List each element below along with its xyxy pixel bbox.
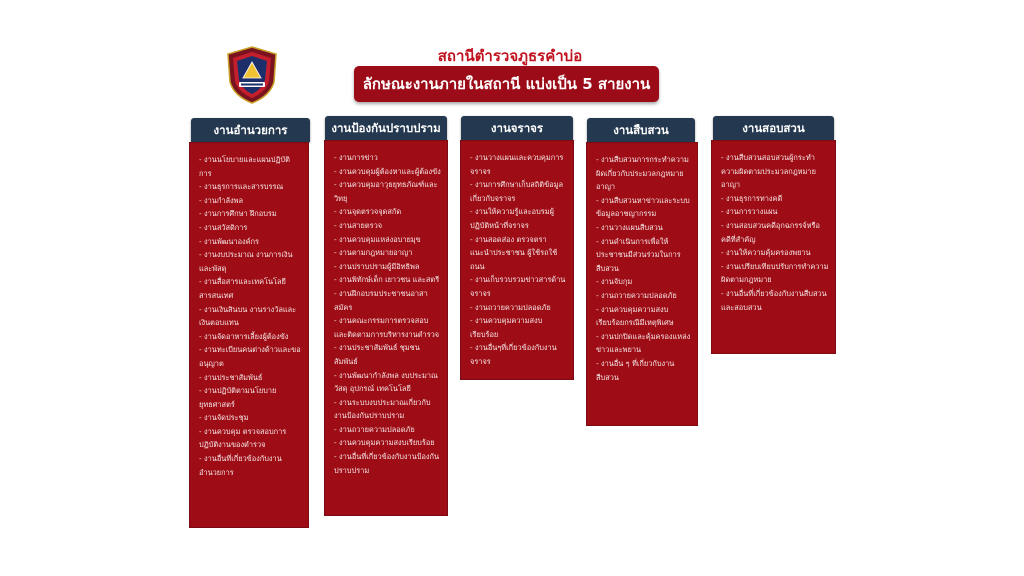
list-item: - งานการข่าว [334, 153, 378, 162]
main-banner: ลักษณะงานภายในสถานี แบ่งเป็น 5 สายงาน [354, 66, 659, 102]
list-item: - งานอื่นที่เกี่ยวข้องกับงานสืบสวนและสอบสวน [721, 288, 827, 312]
list-item: - งานจุดตรวจจุดสกัด [334, 207, 402, 217]
column-box-traffic [460, 140, 574, 380]
list-item: - งานสวัสดิการ [199, 222, 248, 232]
list-item: - งานปฏิบัติตามนโยบายยุทธศาสตร์ [199, 386, 277, 409]
list-item: - งานถวายความปลอดภัย [596, 290, 677, 300]
list-item: - งานตามกฎหมายอาญา [334, 248, 413, 258]
list-item: - งานพิทักษ์เด็ก เยาวชน และสตรี [334, 275, 440, 285]
list-item: - งานเงินสินบน งานรางวัลและเงินตอบแทน [199, 304, 297, 328]
list-item: - งานควบคุม ตรวจสอบการปฏิบัติงานของตำรวจ [199, 426, 287, 450]
list-item: - งานอื่นที่เกี่ยวข้องกับงานป้องกันปราบปราม [334, 452, 440, 475]
list-item: - งานควบคุมอาวุธยุทธภัณฑ์และวิทยุ [334, 180, 438, 203]
list-item: - งานวางแผนและควบคุมการจราจร [470, 153, 564, 176]
list-item: - งานดำเนินการเพื่อให้ประชาชนมีส่วนร่วมในการสืบสวน [596, 236, 681, 273]
list-item: - งานควบคุมความสงบเรียบร้อยกรณีมีเหตุพิเศษ [596, 304, 674, 328]
column-header-crime-prevention: งานป้องกันปราบปราม [325, 116, 447, 140]
list-item: - งานธุรการทางคดี [721, 193, 783, 203]
list-item: - งานอื่นที่เกี่ยวข้องกับงานอำนวยการ [199, 454, 282, 477]
station-title: สถานีตำรวจภูธรคำบ่อ [437, 47, 583, 65]
list-item: - งานให้ความรู้และอบรมผู้ปฏิบัติหน้าที่จราจร [470, 207, 554, 230]
list-item: - งานประชาสัมพันธ์ ชุมชนสัมพันธ์ [334, 343, 420, 366]
investigation-task-list [596, 153, 691, 384]
list-item: - งานสืบสวนการกระทำความผิดเกี่ยวกับประมวลกฎหมายอาญา [596, 155, 689, 192]
list-item: - งานประชาสัมพันธ์ [199, 372, 263, 382]
list-item: - งานจัดประชุม [199, 413, 249, 423]
list-item: - งานนโยบายและแผนปฏิบัติการ [199, 155, 290, 178]
list-item: - งานอื่นๆที่เกี่ยวข้องกับงานจราจร [470, 343, 557, 366]
column-header-traffic: งานจราจร [461, 116, 573, 140]
column-box-crime-prevention [324, 140, 448, 516]
list-item: - งานควบคุมแหล่งอบายมุข [334, 234, 421, 244]
list-item: - งานควบคุมความสงบเรียบร้อย [470, 316, 543, 339]
list-item: - งานถวายความปลอดภัย [470, 302, 551, 312]
list-item: - งานจับกุม [596, 277, 633, 287]
list-item: - งานสอดส่อง ตรวจตรา แนะนำประชาชน ผู้ใช้รถใช้ถนน [470, 234, 558, 271]
list-item: - งานอื่น ๆ ที่เกี่ยวกับงานสืบสวน [596, 358, 675, 382]
list-item: - งานสอบสวนคดีอุกฉกรรจ์หรือคดีที่สำคัญ [721, 220, 820, 244]
list-item: - งานควบคุมผู้ต้องหาและผู้ต้องขัง [334, 166, 441, 176]
list-item: - งานให้ความคุ้มครองพยาน [721, 248, 811, 258]
list-item: - งานฝึกอบรมประชาชนอาสาสมัคร [334, 288, 428, 312]
list-item: - งานพัฒนาองค์กร [199, 236, 260, 246]
list-item: - งานสืบสวนสอบสวนผู้กระทำความผิดตามประมวลกฎหมายอาญา [721, 153, 816, 190]
column-box-inquiry [711, 140, 836, 354]
column-box-investigation [586, 142, 698, 426]
column-header-investigation: งานสืบสวน [587, 118, 695, 142]
column-box-administration [189, 142, 309, 528]
list-item: - งานจัดอาหารเลี้ยงผู้ต้องขัง [199, 331, 289, 341]
crime-prevention-task-list [334, 151, 441, 477]
list-item: - งานเปรียบเทียบปรับการทำความผิดตามกฎหมาย [721, 261, 829, 285]
list-item: - งานควบคุมความสงบเรียบร้อย [334, 438, 435, 448]
list-item: - งานพัฒนากำลังพล งบประมาณ วัสดุ อุปกรณ์ เทคโนโลยี [334, 370, 438, 394]
list-item: - งานการศึกษา ฝึกอบรม [199, 209, 277, 219]
column-header-administration: งานอำนวยการ [191, 118, 310, 142]
inquiry-task-list [721, 151, 829, 314]
list-item: - งานการวางแผน [721, 207, 778, 217]
police-shield-icon [226, 46, 278, 104]
administration-task-list [199, 153, 302, 479]
list-item: - งานสืบสวนหาข่าวและระบบข้อมูลอาชญากรรม [596, 195, 690, 219]
list-item: - งานกำลังพล [199, 195, 243, 205]
list-item: - งานทะเบียนคนต่างด้าวและขออนุญาต [199, 345, 301, 368]
column-header-inquiry: งานสอบสวน [713, 116, 834, 140]
list-item: - งานถวายความปลอดภัย [334, 424, 415, 434]
list-item: - งานสายตรวจ [334, 220, 383, 230]
police-logo [226, 46, 278, 104]
list-item: - งานงบประมาณ งานการเงินและพัสดุ [199, 250, 293, 273]
list-item: - งานธุรการและสารบรรณ [199, 182, 284, 192]
list-item: - งานคณะกรรมการตรวจสอบและติดตามการบริหารงานตำรวจ [334, 316, 440, 339]
list-item: - งานเก็บรวบรวมข่าวสารด้านจราจร [470, 275, 566, 298]
list-item: - งานระบบงบประมาณเกี่ยวกับงานป้องกันปราบปราม [334, 397, 431, 421]
list-item: - งานปกปิดและคุ้มครองแหล่งข่าวและพยาน [596, 331, 691, 355]
list-item: - งานวางแผนสืบสวน [596, 222, 663, 232]
list-item: - งานสื่อสารและเทคโนโลยีสารสนเทศ [199, 277, 286, 300]
list-item: - งานการศึกษาเก็บสถิติข้อมูลเกี่ยวกับจราจร [470, 180, 563, 203]
list-item: - งานปราบปรามผู้มีอิทธิพล [334, 261, 420, 271]
traffic-task-list [470, 151, 567, 369]
